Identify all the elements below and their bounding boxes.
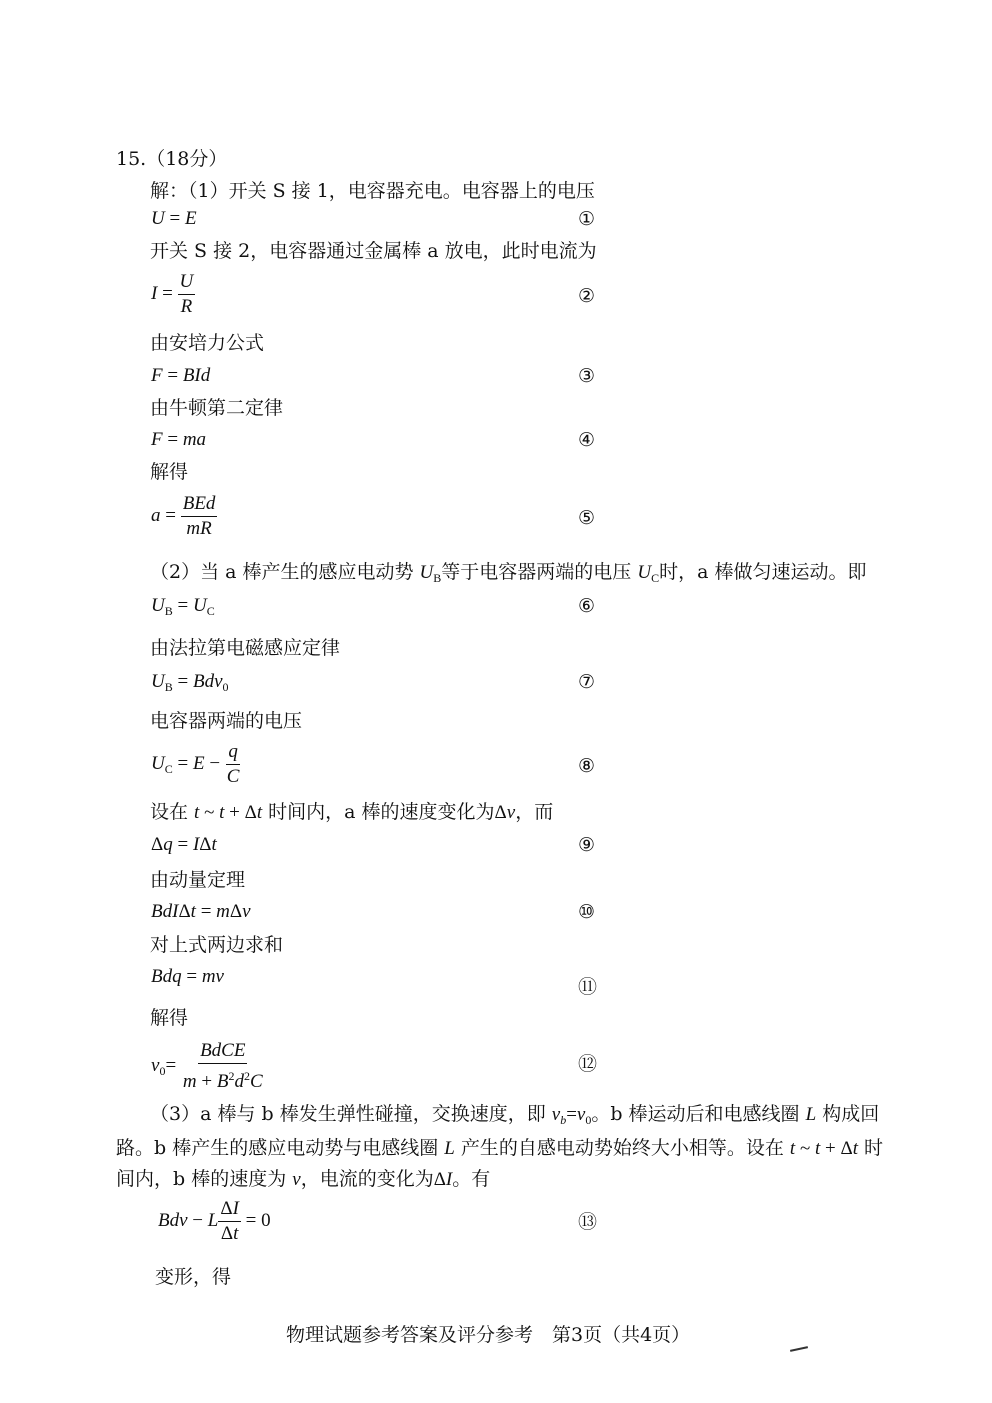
eq12: $v_0=$ $\frac{\text{BdCE}}{m + B^2d^2C}$ — [151, 1040, 263, 1092]
eq7-number: ⑦ — [578, 671, 596, 693]
part2-line10: 由动量定理 — [150, 869, 246, 891]
problem-title: 15.（18分） — [116, 148, 228, 170]
eq9-number: ⑨ — [578, 834, 596, 856]
eq9: Δq = IΔt — [151, 834, 217, 855]
eq1: U = E — [151, 208, 197, 229]
part3-line2: 路。b 棒产生的感应电动势与电感线圈 L 产生的自感电动势始终大小相等。设在 t ~ t + Δt 时 — [116, 1137, 884, 1159]
part2-line12: 解得 — [150, 1007, 189, 1029]
eq13: Bdv − L $\frac{\Delta I}{\Delta t}$ = 0 — [158, 1198, 271, 1244]
part1-line2: 开关 S 接 2，电容器通过金属棒 a 放电，此时电流为 — [150, 240, 597, 262]
eq12-number: ⑫ — [578, 1053, 598, 1075]
eq13-number: ⑬ — [578, 1211, 598, 1233]
part1-intro: 解：（1）开关 S 接 1，电容器充电。电容器上的电压 — [150, 180, 595, 202]
part2-intro: （2）当 a 棒产生的感应电动势 $U_B$等于电容器两端的电压 $U_C$时，a 棒做匀速运动。即 — [150, 561, 867, 585]
pen-mark — [790, 1346, 808, 1352]
eq2-number: ② — [578, 285, 596, 307]
part1-line5: 解得 — [150, 461, 189, 483]
eq8: $U_C = E$ − $\frac{q}{C}$ — [151, 741, 240, 787]
part2-line9: 设在 t ~ t + Δt 时间内，a 棒的速度变化为Δv，而 — [150, 801, 554, 823]
eq6-number: ⑥ — [578, 595, 596, 617]
part2-line11: 对上式两边求和 — [150, 934, 284, 956]
eq11-number: ⑪ — [578, 976, 598, 998]
eq2: I = $\frac{U}{R}$ — [151, 271, 194, 317]
eq4: F = ma — [151, 429, 207, 450]
eq5: a = $\frac{\text{BEd}}{mR}$ — [151, 493, 216, 539]
part1-line3: 由安培力公式 — [150, 332, 265, 354]
eq11: Bdq = mv — [151, 966, 224, 987]
part3-line4: 变形，得 — [155, 1266, 232, 1288]
eq1-number: ① — [578, 208, 596, 230]
page-footer: 物理试题参考答案及评分参考 第3页（共4页） — [286, 1324, 691, 1346]
part3-line3: 间内，b 棒的速度为 v，电流的变化为ΔI。有 — [116, 1168, 491, 1190]
eq10: BdIΔt = mΔv — [151, 901, 251, 922]
eq6: $U_B = U_C$ — [151, 595, 215, 618]
eq3-number: ③ — [578, 365, 596, 387]
part1-line4: 由牛顿第二定律 — [150, 397, 284, 419]
eq8-number: ⑧ — [578, 755, 596, 777]
eq10-number: ⑩ — [578, 901, 596, 923]
part2-line7: 由法拉第电磁感应定律 — [150, 637, 341, 659]
part3-line1: （3）a 棒与 b 棒发生弹性碰撞，交换速度，即 $v_b=v_0$。b 棒运动后和电感线圈 L 构成回 — [150, 1103, 880, 1127]
eq7: $U_B = Bdv_0$ — [151, 671, 229, 694]
eq4-number: ④ — [578, 429, 596, 451]
eq3: F = BId — [151, 365, 211, 386]
eq5-number: ⑤ — [578, 507, 596, 529]
part2-line8: 电容器两端的电压 — [150, 710, 303, 732]
